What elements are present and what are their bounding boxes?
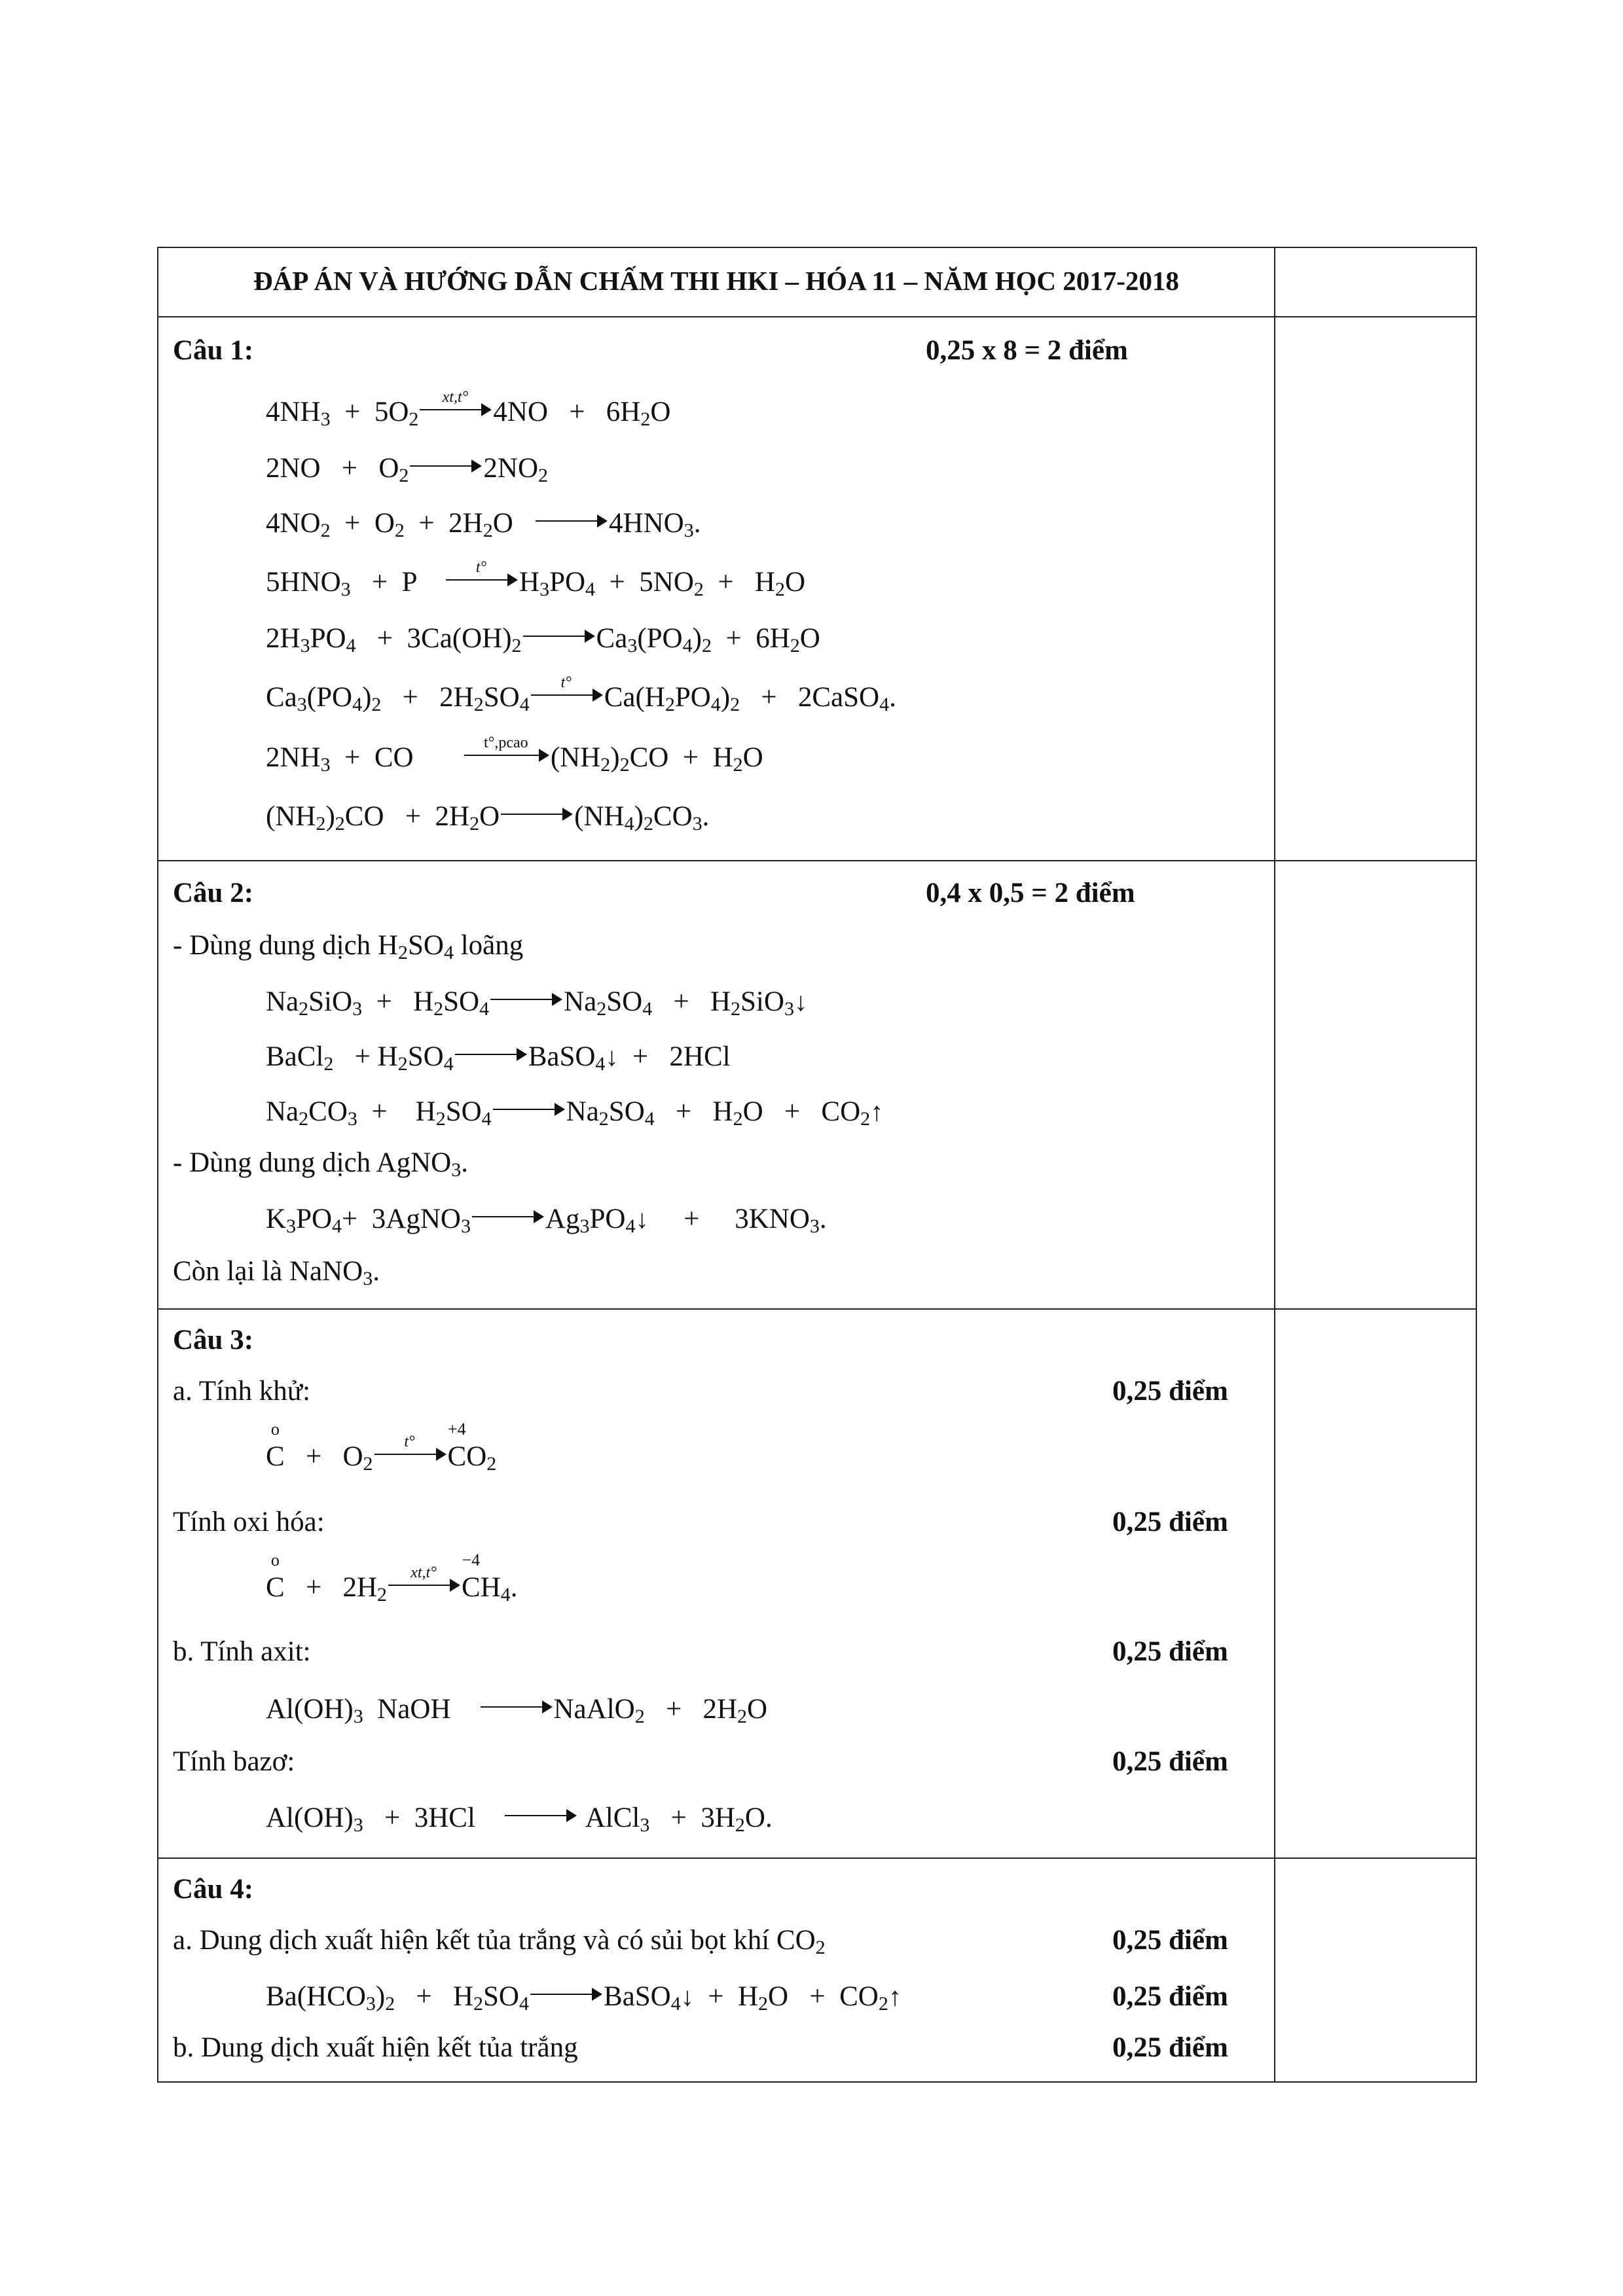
- title-row: [158, 247, 1476, 317]
- question-1-cell: [158, 317, 1275, 861]
- reaction-arrow-icon: [530, 1984, 602, 2004]
- q1-equation-5: $2H_3PO_4 + 3Ca(OH)_2$ $Ca_3(PO_4)_2 + 6H_2O$: [266, 623, 820, 656]
- question-1-block: [158, 317, 1274, 860]
- reaction-arrow-icon: [493, 1100, 565, 1119]
- q4-points-b: 0,25 điểm: [1112, 2032, 1228, 2063]
- reaction-arrow-icon: [536, 511, 608, 531]
- score-column-cell: [1275, 861, 1476, 1309]
- q3-points-acidic: 0,25 điểm: [1112, 1636, 1228, 1667]
- reaction-arrow-icon: [481, 1697, 553, 1717]
- q4-observation-b: b. Dung dịch xuất hiện kết tủa trắng: [173, 2032, 578, 2063]
- q2-equation-1: $Na_2SiO_3 + H_2SO_4$ $Na_2SO_4$ + $H_2SiO_3↓$: [266, 986, 807, 1020]
- reaction-arrow-icon: [490, 990, 562, 1009]
- question-3-block: [158, 1310, 1274, 1857]
- q3-points-basic: 0,25 điểm: [1112, 1746, 1228, 1777]
- page-title: ĐÁP ÁN VÀ HƯỚNG DẪN CHẤM THI HKI – HÓA 11 – NĂM HỌC 2017-2018: [158, 247, 1275, 317]
- score-column-cell: [1275, 247, 1476, 317]
- q4-equation: $Ba(HCO_3)_2 + H_2SO_4$ BaSO$_4$↓ + $H_2O$ + $CO_2↑$: [266, 1981, 902, 2015]
- precipitate-arrow-icon: ↓: [793, 987, 807, 1016]
- question-1-score: 0,25 x 8 = 2 điểm: [926, 335, 1128, 366]
- q4-observation-a: a. Dung dịch xuất hiện kết tủa trắng và có sủi bọt khí $CO_2$: [173, 1925, 826, 1958]
- q3-equation-acidic: $Al(OH)_3$ NaOH NaAlO$_2$ + $2H_2O$: [266, 1694, 768, 1727]
- q1-equation-3: $4NO_2 + O_2 + 2H_2O$ $4HNO_3$.: [266, 508, 701, 541]
- q3-label-reducing: a. Tính khử:: [173, 1376, 311, 1407]
- question-1-heading: Câu 1:: [173, 335, 254, 366]
- q2-equation-3: $Na_2CO_3$ + $H_2SO_4$ $Na_2SO_4 + H_2O$ + $CO_2↑$: [266, 1096, 884, 1130]
- gas-arrow-icon: ↑: [870, 1097, 884, 1126]
- question-2-cell: [158, 861, 1275, 1309]
- q4-points-equation: 0,25 điểm: [1112, 1981, 1228, 2012]
- q1-equation-2: $2NO + O_2$ $2NO_2$: [266, 453, 549, 486]
- precipitate-arrow-icon: ↓: [635, 1204, 649, 1234]
- q2-reagent-1: - Dùng dung dịch $H_2SO_4$ loãng: [173, 930, 524, 963]
- score-column-cell: [1275, 317, 1476, 861]
- precipitate-arrow-icon: ↓: [680, 1982, 694, 2011]
- q2-equation-2: BaCl$_2$ + $H_2SO_4$ BaSO$_4$↓ + 2HCl: [266, 1041, 731, 1075]
- question-3-cell: [158, 1309, 1275, 1858]
- reaction-arrow-icon: [523, 626, 595, 646]
- reaction-arrow-icon: [501, 804, 573, 824]
- reaction-arrow-icon: xt,t°: [388, 1575, 460, 1595]
- question-4-heading: Câu 4:: [173, 1874, 254, 1905]
- reaction-arrow-icon: [505, 1806, 577, 1825]
- oxidation-state-zero: o C: [266, 1420, 285, 1472]
- question-4-row: [158, 1858, 1476, 2082]
- reaction-arrow-icon: [410, 456, 482, 476]
- q4-points-a: 0,25 điểm: [1112, 1925, 1228, 1956]
- reaction-arrow-icon: t°,pcao: [464, 745, 549, 765]
- q3-equation-basic: $Al(OH)_3 + 3HCl$ AlCl$_3$ + $3H_2O$.: [266, 1803, 773, 1836]
- q2-equation-4: $K_3PO_4+$ 3AgNO$_3$ $Ag_3PO_4↓$ + $3KNO_3$.: [266, 1204, 827, 1237]
- score-column-cell: [1275, 1309, 1476, 1858]
- reaction-arrow-icon: [455, 1045, 527, 1064]
- question-4-cell: [158, 1858, 1275, 2082]
- question-2-heading: Câu 2:: [173, 878, 254, 908]
- q3-points-reducing: 0,25 điểm: [1112, 1376, 1228, 1407]
- reaction-arrow-icon: xt,t°: [420, 400, 492, 420]
- q1-equation-4: $5HNO_3 + P$ t° $H_3PO_4 + 5NO_2 + H_2O$: [266, 559, 806, 600]
- oxidation-state-minus4: −4 C: [462, 1551, 481, 1603]
- answer-key-sheet: [157, 247, 1474, 2083]
- oxidation-state-zero: o C: [266, 1551, 285, 1603]
- question-2-row: [158, 861, 1476, 1309]
- question-1-row: [158, 317, 1476, 861]
- q3-equation-reducing: o $C + O_2$ t° +4 $CO_2$: [266, 1420, 497, 1475]
- precipitate-arrow-icon: ↓: [605, 1042, 619, 1071]
- q2-conclusion: Còn lại là NaNO$_3$.: [173, 1256, 380, 1289]
- question-4-block: [158, 1859, 1274, 2081]
- q1-equation-1: $4NH_3 + 5O_2$ xt,t° $4NO + 6H_2O$: [266, 389, 671, 430]
- reaction-arrow-icon: t°: [374, 1444, 447, 1464]
- question-2-score: 0,4 x 0,5 = 2 điểm: [926, 878, 1135, 908]
- score-column-cell: [1275, 1858, 1476, 2082]
- oxidation-state-plus4: +4 C: [447, 1420, 467, 1472]
- q1-equation-7: $2NH_3$ + CO t°,pcao $(NH_2)_2CO + H_2O$: [266, 734, 763, 776]
- question-2-block: [158, 861, 1274, 1308]
- question-3-heading: Câu 3:: [173, 1325, 254, 1355]
- question-3-row: [158, 1309, 1476, 1858]
- q1-equation-8: $(NH_2)_2CO + 2H_2O$ $(NH_4)_2CO_3$.: [266, 801, 710, 834]
- reaction-arrow-icon: [472, 1207, 544, 1227]
- reaction-arrow-icon: t°: [446, 570, 518, 590]
- q3-points-oxidizing: 0,25 điểm: [1112, 1507, 1228, 1537]
- q3-label-basic: Tính bazơ:: [173, 1746, 295, 1777]
- reaction-arrow-icon: t°: [531, 685, 603, 705]
- q1-equation-6: $Ca_3(PO_4)_2 + 2H_2SO_4$ t° $Ca(H_2PO_4)_2$ + 2CaSO$_4$.: [266, 674, 896, 715]
- q2-reagent-2: - Dùng dung dịch AgNO$_3$.: [173, 1147, 468, 1181]
- q3-label-oxidizing: Tính oxi hóa:: [173, 1507, 325, 1537]
- q3-equation-oxidizing: o $C + 2H_2$ xt,t° −4 $CH_4$.: [266, 1551, 518, 1605]
- gas-arrow-icon: ↑: [888, 1982, 902, 2011]
- q3-label-acidic: b. Tính axit:: [173, 1636, 311, 1667]
- answer-table: [157, 247, 1477, 2083]
